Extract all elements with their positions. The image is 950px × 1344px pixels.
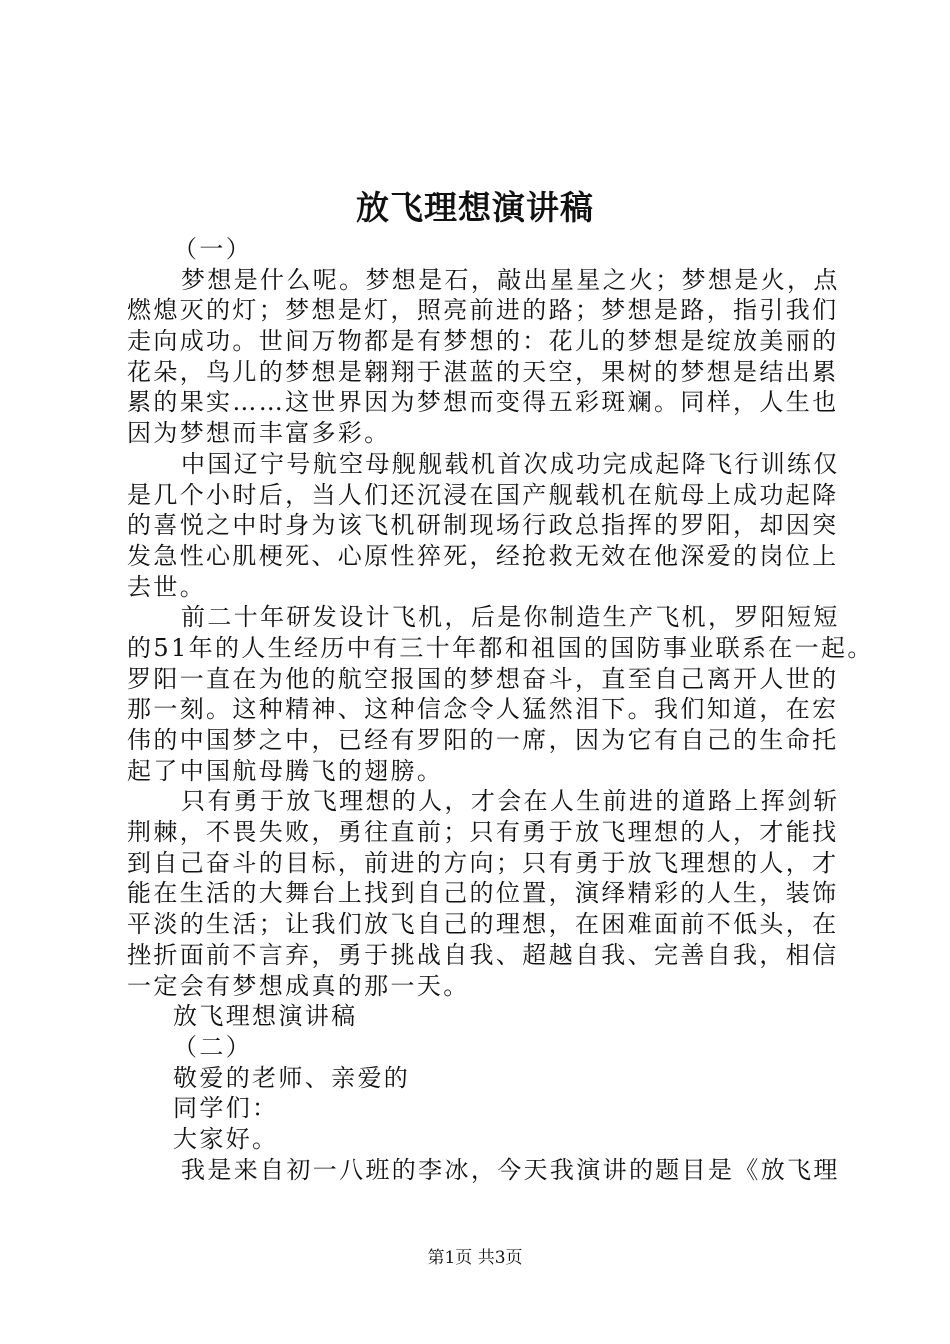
text-line: 那一刻。这种精神、这种信念令人猛然泪下。我们知道，在宏 bbox=[127, 695, 839, 724]
text-line: 因为梦想而丰富多彩。 bbox=[127, 419, 391, 448]
text-line: 的51年的人生经历中有三十年都和祖国的国防事业联系在一起。 bbox=[127, 633, 874, 662]
text-line: 同学们： bbox=[173, 1094, 279, 1123]
text-line: 挫折面前不言弃，勇于挑战自我、超越自我、完善自我，相信 bbox=[127, 940, 839, 969]
text-line: 一定会有梦想成真的那一天。 bbox=[127, 971, 470, 1000]
text-line: 敬爱的老师、亲爱的 bbox=[173, 1063, 411, 1092]
text-line: 到自己奋斗的目标，前进的方向；只有勇于放飞理想的人，才 bbox=[127, 848, 839, 877]
text-line: 花朵，鸟儿的梦想是翱翔于湛蓝的天空，果树的梦想是结出累 bbox=[127, 357, 839, 386]
text-line: 是几个小时后，当人们还沉浸在国产舰载机在航母上成功起降 bbox=[127, 480, 839, 509]
text-line: 只有勇于放飞理想的人，才会在人生前进的道路上挥剑斩 bbox=[181, 787, 840, 816]
text-line: 大家好。 bbox=[173, 1124, 279, 1153]
text-line: 我是来自初一八班的李冰，今天我演讲的题目是《放飞理 bbox=[181, 1155, 840, 1184]
text-line: 放飞理想演讲稿 bbox=[173, 1002, 358, 1031]
text-line: 前二十年研发设计飞机，后是你制造生产飞机，罗阳短短 bbox=[181, 603, 840, 632]
text-line: （二） bbox=[173, 1032, 253, 1061]
document-body bbox=[127, 234, 874, 1185]
text-line: 去世。 bbox=[127, 572, 207, 601]
page-footer: 第1页 共3页 bbox=[427, 1248, 523, 1268]
text-line: 燃熄灭的灯；梦想是灯，照亮前进的路；梦想是路，指引我们 bbox=[127, 296, 839, 325]
text-line: （一） bbox=[173, 235, 253, 263]
text-line: 能在生活的大舞台上找到自己的位置，演绎精彩的人生，装饰 bbox=[127, 879, 839, 908]
text-line: 发急性心肌梗死、心原性猝死，经抢救无效在他深爱的岗位上 bbox=[127, 541, 839, 570]
text-line: 累的果实……这世界因为梦想而变得五彩斑斓。同样，人生也 bbox=[127, 388, 839, 417]
text-line: 梦想是什么呢。梦想是石，敲出星星之火；梦想是火，点 bbox=[181, 265, 840, 294]
text-line: 中国辽宁号航空母舰舰载机首次成功完成起降飞行训练仅 bbox=[181, 449, 840, 478]
text-line: 荆棘，不畏失败，勇往直前；只有勇于放飞理想的人，才能找 bbox=[127, 818, 839, 847]
text-line: 的喜悦之中时身为该飞机研制现场行政总指挥的罗阳，却因突 bbox=[127, 511, 839, 540]
document-title: 放飞理想演讲稿 bbox=[356, 188, 594, 227]
text-line: 走向成功。世间万物都是有梦想的：花儿的梦想是绽放美丽的 bbox=[127, 327, 839, 356]
text-line: 平淡的生活；让我们放飞自己的理想，在困难面前不低头，在 bbox=[127, 910, 839, 939]
text-line: 伟的中国梦之中，已经有罗阳的一席，因为它有自己的生命托 bbox=[127, 726, 839, 754]
text-line: 罗阳一直在为他的航空报国的梦想奋斗，直至自己离开人世的 bbox=[127, 664, 839, 693]
text-line: 起了中国航母腾飞的翅膀。 bbox=[127, 756, 444, 785]
